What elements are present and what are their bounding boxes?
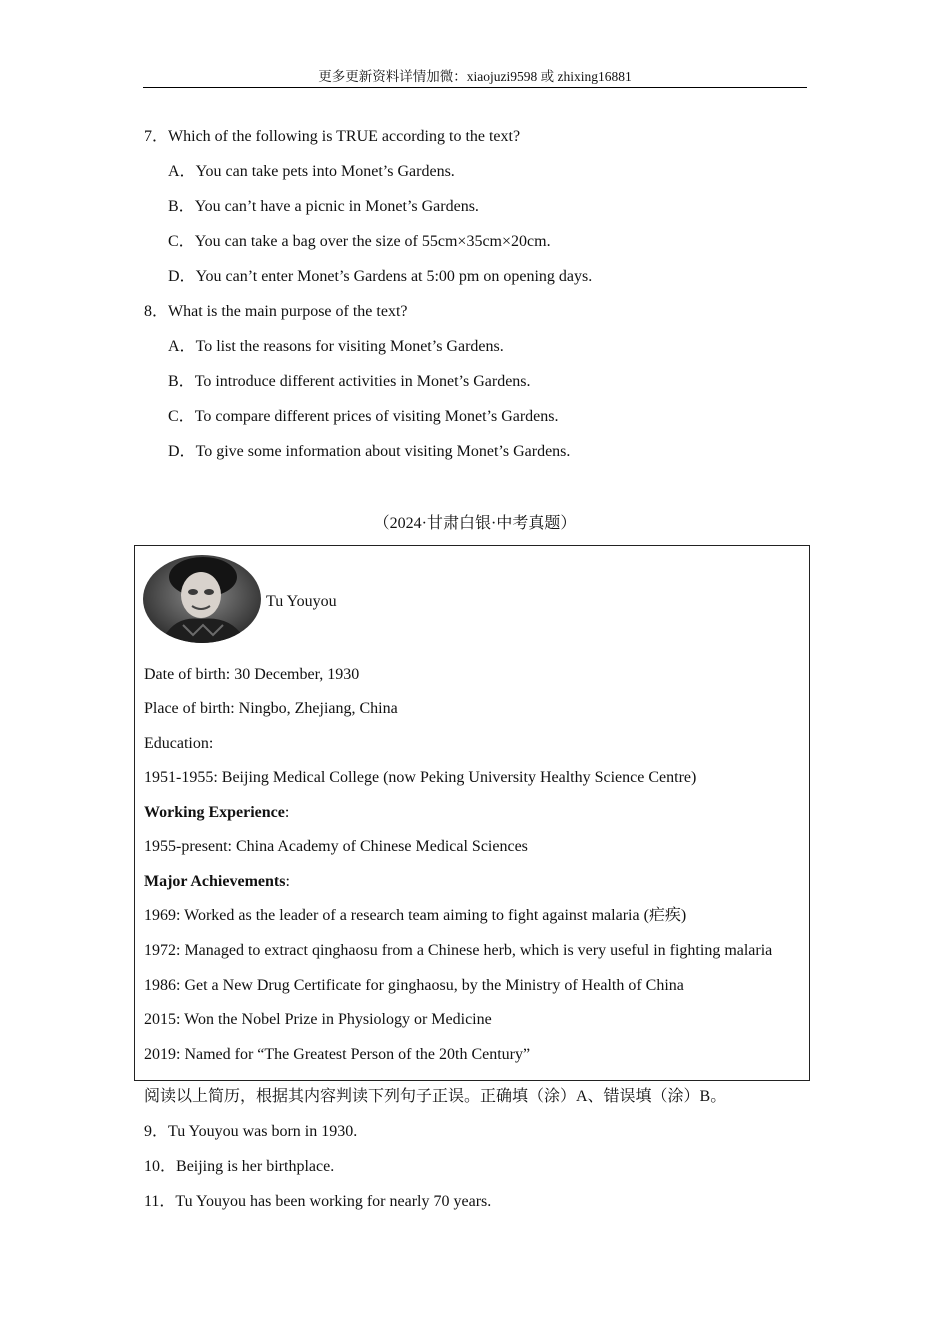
work-heading <box>144 803 289 823</box>
achievement-item: 2019: Named for “The Greatest Person of the 20th Century” <box>144 1046 531 1063</box>
option-text: To compare different prices of visiting Monet’s Gardens. <box>194 408 559 425</box>
question-text: Tu Youyou was born in 1930. <box>168 1123 358 1140</box>
achievement-item: 1969: Worked as the leader of a research team aiming to fight against malaria (疟疾) <box>144 907 687 924</box>
option-letter: D． <box>168 443 196 460</box>
question-10 <box>144 1157 334 1177</box>
option-text: To list the reasons for visiting Monet’s Gardens. <box>195 338 504 355</box>
question-9 <box>144 1122 357 1142</box>
option-text: You can’t have a picnic in Monet’s Gardens. <box>194 198 479 215</box>
option-letter: C． <box>168 233 195 250</box>
question-number: 10． <box>144 1158 177 1175</box>
question-7 <box>144 127 520 147</box>
work-label: Working Experience <box>144 804 285 821</box>
q8-option-b <box>168 372 531 392</box>
q8-option-c <box>168 407 559 427</box>
page-header: 更多更新资料详情加微：xiaojuzi9598 或 zhixing16881 <box>318 69 632 84</box>
option-text: To introduce different activities in Monet’s Gardens. <box>194 373 531 390</box>
profile-card <box>134 545 810 1081</box>
colon: : <box>285 873 290 890</box>
q8-option-a <box>168 337 504 357</box>
option-letter: B． <box>168 198 195 215</box>
question-text: Tu Youyou has been working for nearly 70 years. <box>175 1193 492 1210</box>
option-text: You can’t enter Monet’s Gardens at 5:00 pm on opening days. <box>195 268 593 285</box>
q8-option-d <box>168 442 570 462</box>
education-label: Education: <box>144 735 214 752</box>
achievements-heading <box>144 872 290 892</box>
question-number: 8． <box>144 303 169 320</box>
instruction-text: 阅读以上简历，根据其内容判读下列句子正误。正确填（涂）A、错误填（涂）B。 <box>144 1088 727 1105</box>
option-letter: D． <box>168 268 196 285</box>
place-of-birth: Place of birth: Ningbo, Zhejiang, China <box>144 700 398 717</box>
question-8 <box>144 302 408 322</box>
source-label: （2024·甘肃白银·中考真题） <box>373 515 577 532</box>
achievement-item: 1972: Managed to extract qinghaosu from a Chinese herb, which is very useful in fighting malaria <box>144 942 773 959</box>
date-of-birth: Date of birth: 30 December, 1930 <box>144 666 360 683</box>
question-text: What is the main purpose of the text? <box>168 303 408 320</box>
question-text: Which of the following is TRUE according to the text? <box>168 128 521 145</box>
education-entry: 1951-1955: Beijing Medical College (now Peking University Healthy Science Centre) <box>144 769 697 786</box>
work-entry: 1955-present: China Academy of Chinese Medical Sciences <box>144 838 528 855</box>
q7-option-b <box>168 197 479 217</box>
option-text: To give some information about visiting Monet’s Gardens. <box>195 443 571 460</box>
q7-option-d <box>168 267 592 287</box>
option-text: You can take pets into Monet’s Gardens. <box>195 163 455 180</box>
q7-option-c <box>168 232 551 252</box>
question-number: 9． <box>144 1123 169 1140</box>
question-number: 11． <box>144 1193 176 1210</box>
colon: : <box>284 804 290 821</box>
option-letter: C． <box>168 408 195 425</box>
person-name: Tu Youyou <box>266 593 337 610</box>
question-number: 7． <box>144 128 169 145</box>
option-letter: A． <box>168 163 196 180</box>
question-11 <box>144 1192 491 1212</box>
achievement-item: 2015: Won the Nobel Prize in Physiology or Medicine <box>144 1011 492 1028</box>
portrait-photo <box>143 555 261 643</box>
achievement-item: 1986: Get a New Drug Certificate for ginghaosu, by the Ministry of Health of China <box>144 977 684 994</box>
option-letter: A． <box>168 338 196 355</box>
question-text: Beijing is her birthplace. <box>176 1158 335 1175</box>
option-letter: B． <box>168 373 195 390</box>
header-divider <box>143 87 807 88</box>
portrait-image <box>143 555 261 643</box>
achievements-label: Major Achievements <box>144 873 286 890</box>
option-text: You can take a bag over the size of 55cm×35cm×20cm. <box>194 233 551 250</box>
q7-option-a <box>168 162 455 182</box>
